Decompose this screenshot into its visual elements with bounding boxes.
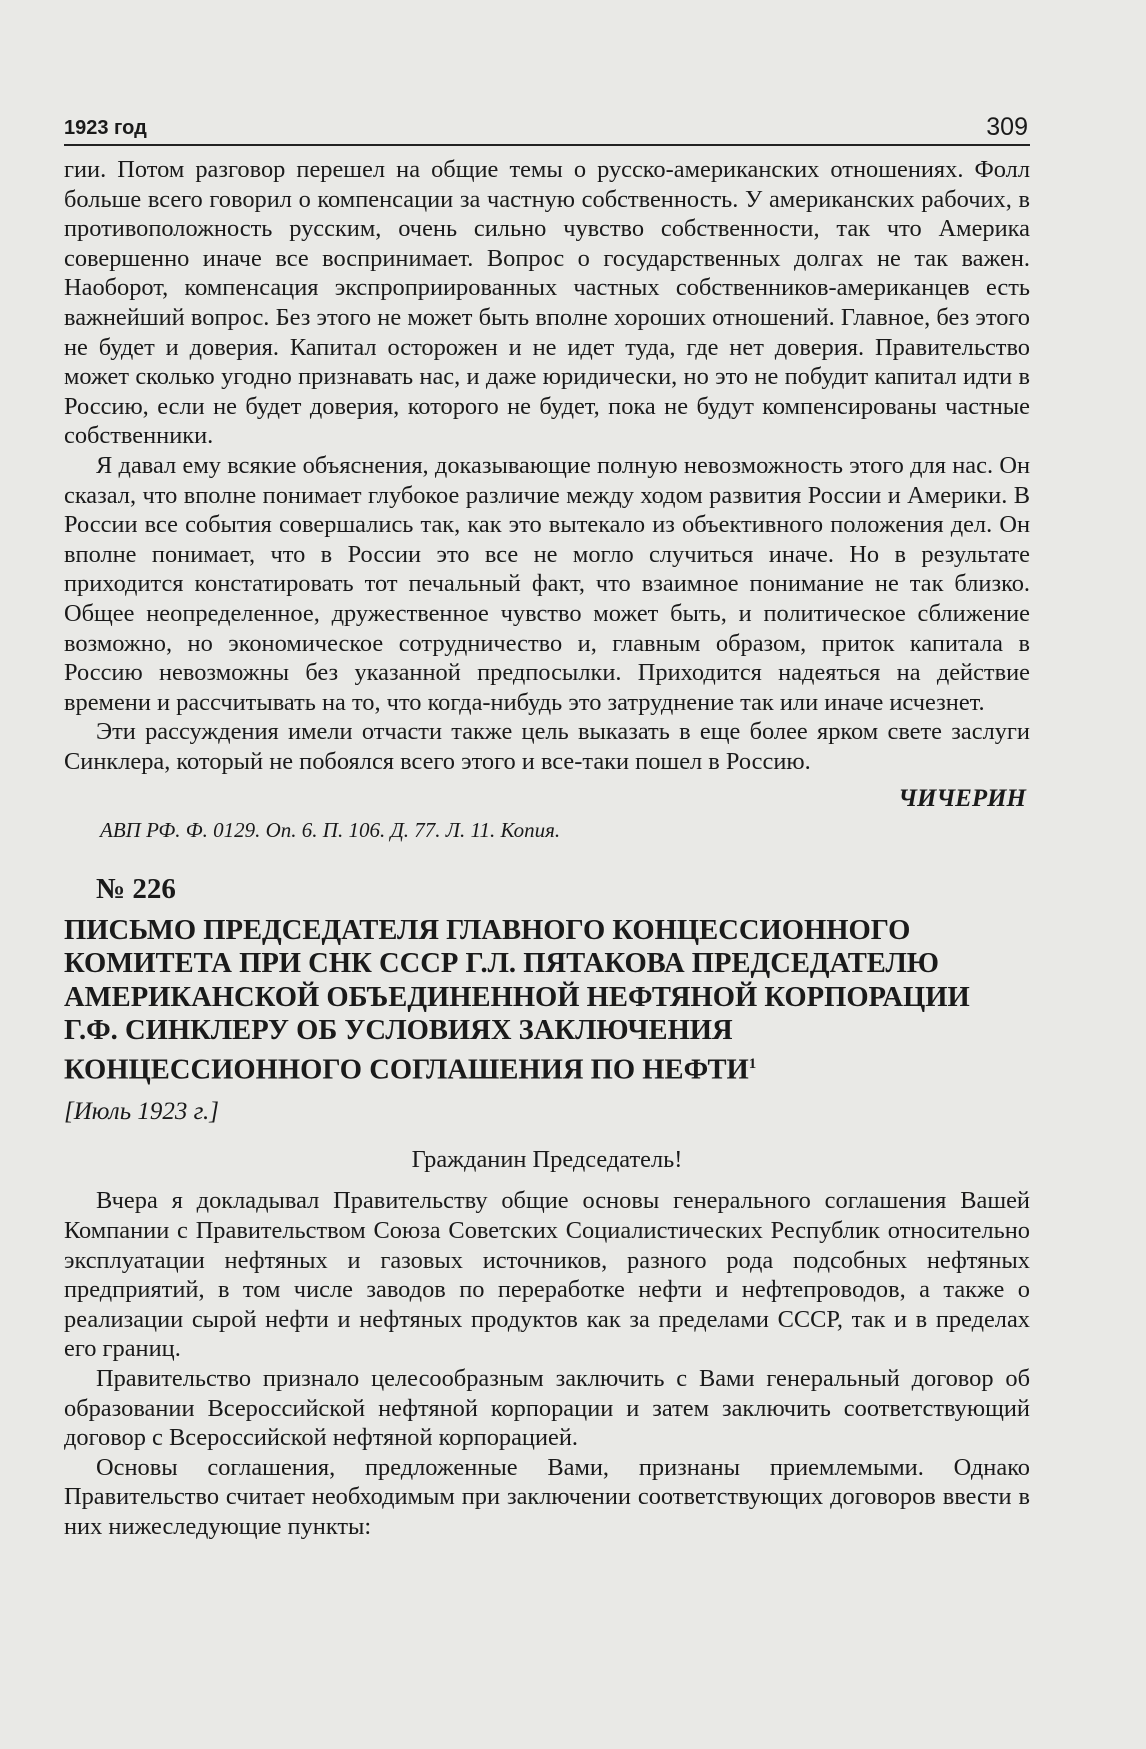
- letter-paragraph: Основы соглашения, предложенные Вами, признаны приемлемыми. Однако Правительство считает необходимым при заключении соответствующих договоров ввести в них нижеследующие пункты:: [64, 1453, 1030, 1540]
- page-number: 309: [986, 113, 1028, 141]
- page-body: [64, 155, 1030, 1541]
- document-date: [Июль 1923 г.]: [64, 1098, 219, 1126]
- document-title-text: ПИСЬМО ПРЕДСЕДАТЕЛЯ ГЛАВНОГО КОНЦЕССИОННОГО КОМИТЕТА ПРИ СНК СССР Г.Л. ПЯТАКОВА ПРЕДСЕДАТЕЛЮ АМЕРИКАНСКОЙ ОБЪЕДИНЕННОЙ НЕФТЯНОЙ КОРПОРАЦИИ Г.Ф. СИНКЛЕРУ ОБ УСЛОВИЯХ ЗАКЛЮЧЕНИЯ КОНЦЕССИОННОГО СОГЛАШЕНИЯ ПО НЕФТИ: [64, 914, 970, 1086]
- letter-paragraph: Правительство признало целесообразным заключить с Вами генеральный договор об образовании Всероссийской нефтяной корпорации и затем заключить соответствующий договор с Всероссийской нефтяной корпорацией.: [64, 1364, 1030, 1452]
- signature: ЧИЧЕРИН: [898, 785, 1026, 813]
- running-head: 1923 год: [64, 117, 147, 139]
- paragraph: Эти рассуждения имели отчасти также цель выказать в еще более ярком свете заслуги Синклера, который не побоялся всего этого и все-таки пошел в Россию.: [64, 718, 1030, 775]
- letter-paragraph: Вчера я докладывал Правительству общие основы генерального соглашения Вашей Компании с Правительством Союза Советских Социалистических Республик относительно эксплуатации нефтяных и газовых источников, разного рода подсобных нефтяных предприятий, в том числе заводов по переработке нефти и нефтепроводов, а также о реализации сырой нефти и нефтяных продуктов как за пределами СССР, так и в пределах его границ.: [64, 1187, 1030, 1363]
- paragraph-continued: гии. Потом разговор перешел на общие темы о русско-американских отношениях. Фолл больше всего говорил о компенсации за частную собственность. У американских рабочих, в противоположность русским, очень сильно чувство собственности, так что Америка совершенно иначе все воспринимает. Вопрос о государственных долгах не так важен. Наоборот, компенсация экспроприированных частных собственников-американцев есть важнейший вопрос. Без этого не может быть вполне хороших отношений. Главное, без этого не будет и доверия. Капитал осторожен и не идет туда, где нет доверия. Правительство может сколько угодно признавать нас, и даже юридически, но это не побудит капитал идти в Россию, если не будет доверия, которого не будет, пока не будут компенсированы частные собственники.: [64, 156, 1030, 450]
- salutation: Гражданин Председатель!: [411, 1145, 683, 1173]
- document-number: № 226: [96, 872, 176, 905]
- document-title: [64, 914, 1030, 1088]
- footnote-mark: 1: [748, 1056, 757, 1073]
- paragraph: Я давал ему всякие объяснения, доказывающие полную невозможность этого для нас. Он сказал, что вполне понимает глубокое различие между ходом развития России и Америки. В России все события совершались так, как это вытекало из объективного положения дел. Он вполне понимает, что в России это все не могло случиться иначе. Но в результате приходится констатировать тот печальный факт, что взаимное понимание не так близко. Общее неопределенное, дружественное чувство может быть, и политическое сближение возможно, но экономическое сотрудничество и, главным образом, приток капитала в Россию невозможны без указанной предпосылки. Приходится надеяться на действие времени и рассчитывать на то, что когда-нибудь это затруднение так или иначе исчезнет.: [64, 451, 1030, 716]
- page-header: [64, 110, 1030, 146]
- archive-reference: АВП РФ. Ф. 0129. Оп. 6. П. 106. Д. 77. Л. 11. Копия.: [100, 818, 561, 843]
